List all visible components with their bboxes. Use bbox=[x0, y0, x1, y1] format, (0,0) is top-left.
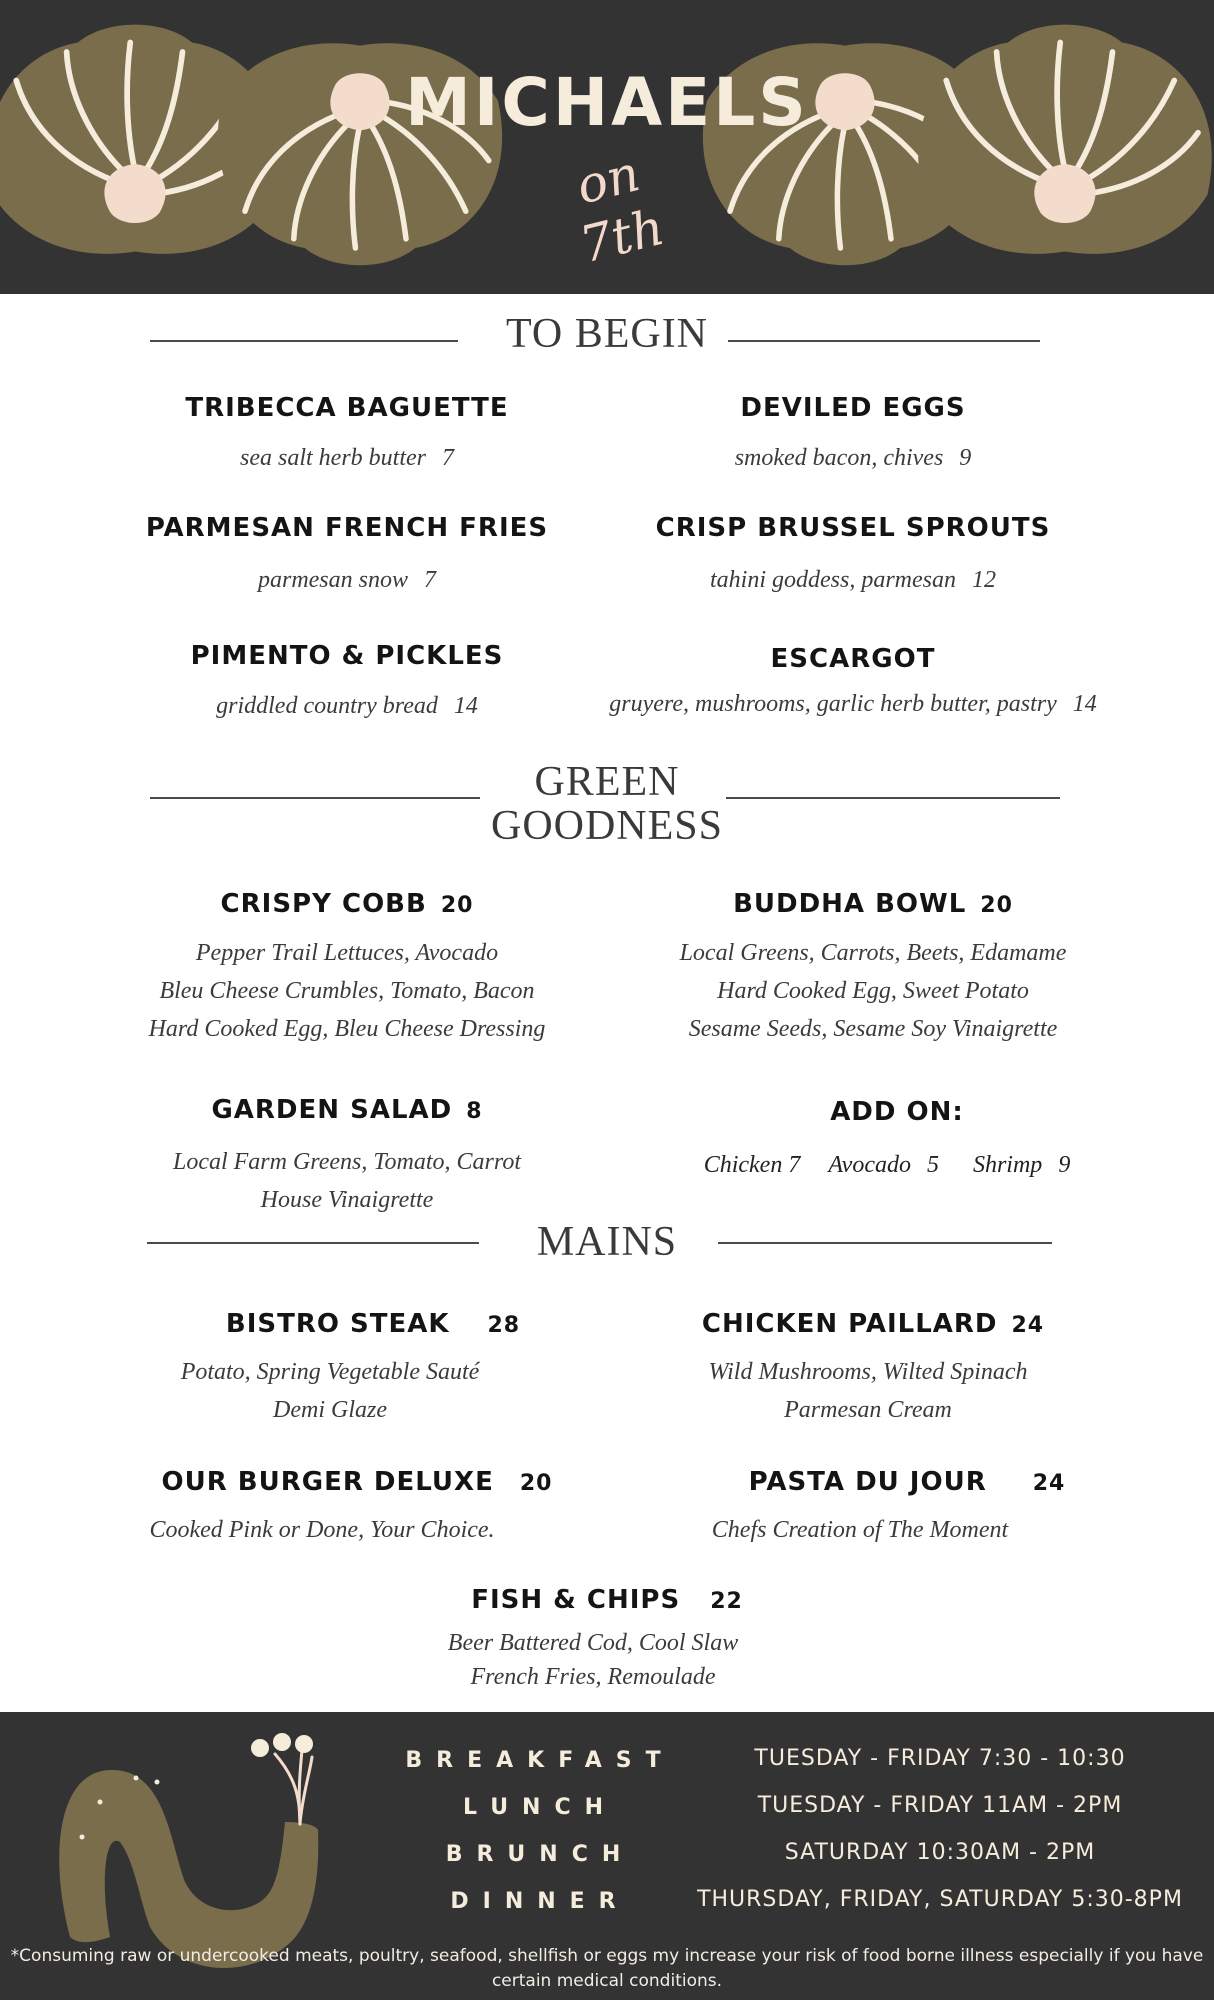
menu-item-price: 14 bbox=[1072, 691, 1097, 717]
menu-item-desc: gruyere, mushrooms, garlic herb butter, pastry 14 bbox=[609, 691, 1097, 717]
menu-item-name: CRISPY COBB 20 bbox=[220, 889, 474, 919]
menu-item-desc: smoked bacon, chives 9 bbox=[734, 445, 972, 471]
menu-item-name: PASTA DU JOUR 24 bbox=[748, 1467, 1066, 1497]
menu-item-name: PIMENTO & PICKLES bbox=[190, 641, 504, 671]
menu-footer bbox=[0, 1712, 1214, 2000]
menu-item-desc: tahini goddess, parmesan 12 bbox=[710, 567, 996, 593]
menu-item-price: 20 bbox=[519, 1471, 553, 1496]
meal-label: LUNCH bbox=[462, 1795, 618, 1820]
menu-item-price: 28 bbox=[487, 1313, 521, 1338]
menu-item-price: 7 bbox=[424, 567, 436, 593]
menu-item-name: GARDEN SALAD 8 bbox=[211, 1095, 483, 1125]
menu-item-name: DEVILED EGGS bbox=[740, 393, 966, 423]
menu-item-name: OUR BURGER DELUXE 20 bbox=[161, 1467, 553, 1497]
health-disclaimer: *Consuming raw or undercooked meats, poultry, seafood, shellfish or eggs my increase your risk of food borne illness especially if you have certain medical conditions. bbox=[10, 1946, 1204, 1991]
menu-item-desc: Cooked Pink or Done, Your Choice. bbox=[149, 1517, 495, 1543]
menu-item-price: 14 bbox=[453, 693, 478, 719]
menu-item-desc: griddled country bread 14 bbox=[216, 693, 478, 719]
menu-header bbox=[0, 0, 1214, 294]
menu-item-price: 9 bbox=[959, 445, 972, 471]
menu-item-price: 24 bbox=[1011, 1313, 1045, 1338]
divider-line bbox=[718, 1242, 1052, 1244]
restaurant-subtitle: on 7th bbox=[570, 144, 670, 275]
menu-item-desc: Potato, Spring Vegetable Sauté Demi Glaze bbox=[180, 1359, 480, 1423]
divider-line bbox=[728, 340, 1040, 342]
section-title-mains: MAINS bbox=[536, 1219, 678, 1265]
section-title-green: GREEN bbox=[534, 759, 680, 805]
menu-item-price: 20 bbox=[440, 893, 474, 918]
menu-item-desc: Wild Mushrooms, Wilted Spinach Parmesan Cream bbox=[708, 1359, 1028, 1423]
menu-item-price: 22 bbox=[710, 1589, 743, 1614]
menu-item-desc: Local Farm Greens, Tomato, Carrot House Vinaigrette bbox=[172, 1149, 522, 1213]
meal-label: BREAKFAST bbox=[405, 1748, 675, 1773]
menu-item-price: 12 bbox=[972, 567, 996, 593]
menu-item-desc: Local Greens, Carrots, Beets, Edamame Hard Cooked Egg, Sweet Potato Sesame Seeds, Sesame Soy Vinaigrette bbox=[679, 940, 1067, 1042]
menu-item-name: PARMESAN FRENCH FRIES bbox=[145, 513, 549, 543]
menu-item-name: TRIBECCA BAGUETTE bbox=[185, 393, 509, 423]
divider-line bbox=[726, 797, 1060, 799]
menu-item-desc: sea salt herb butter 7 bbox=[240, 445, 454, 471]
menu-item-name: FISH & CHIPS 22 bbox=[471, 1585, 743, 1615]
meal-hours: THURSDAY, FRIDAY, SATURDAY 5:30-8PM bbox=[697, 1887, 1183, 1912]
menu-item-name: ESCARGOT bbox=[770, 644, 936, 674]
menu-item-name: CRISP BRUSSEL SPROUTS bbox=[655, 513, 1051, 543]
menu-item-price: 7 bbox=[442, 445, 454, 471]
meal-label: BRUNCH bbox=[445, 1842, 635, 1867]
section-title-to-begin: TO BEGIN bbox=[505, 311, 709, 357]
section-title-goodness: GOODNESS bbox=[490, 803, 724, 849]
meal-hours: SATURDAY 10:30AM - 2PM bbox=[784, 1840, 1096, 1865]
restaurant-name: MICHAELS bbox=[405, 64, 809, 141]
meal-label: DINNER bbox=[450, 1889, 630, 1914]
menu-item-desc: parmesan snow 7 bbox=[257, 567, 436, 593]
menu-item-price: 20 bbox=[980, 893, 1013, 918]
menu-item-desc: Beer Battered Cod, Cool Slaw French Fries, Remoulade bbox=[447, 1630, 739, 1690]
menu-item-name: BISTRO STEAK 28 bbox=[225, 1309, 521, 1339]
menu-item-desc: Pepper Trail Lettuces, Avocado Bleu Cheese Crumbles, Tomato, Bacon Hard Cooked Egg, Bleu Cheese Dressing bbox=[148, 940, 546, 1042]
meal-hours: TUESDAY - FRIDAY 7:30 - 10:30 bbox=[754, 1746, 1126, 1771]
menu-item-name: CHICKEN PAILLARD 24 bbox=[701, 1309, 1045, 1339]
add-on-options: Chicken 7 Avocado 5 Shrimp 9 bbox=[703, 1152, 1071, 1178]
meal-hours: TUESDAY - FRIDAY 11AM - 2PM bbox=[757, 1793, 1123, 1818]
menu-item-name: BUDDHA BOWL 20 bbox=[733, 889, 1013, 919]
menu-item-price: 24 bbox=[1032, 1471, 1066, 1496]
menu-item-price: 8 bbox=[466, 1099, 483, 1124]
add-on-title: ADD ON: bbox=[830, 1097, 964, 1127]
menu-item-desc: Chefs Creation of The Moment bbox=[711, 1517, 1009, 1543]
